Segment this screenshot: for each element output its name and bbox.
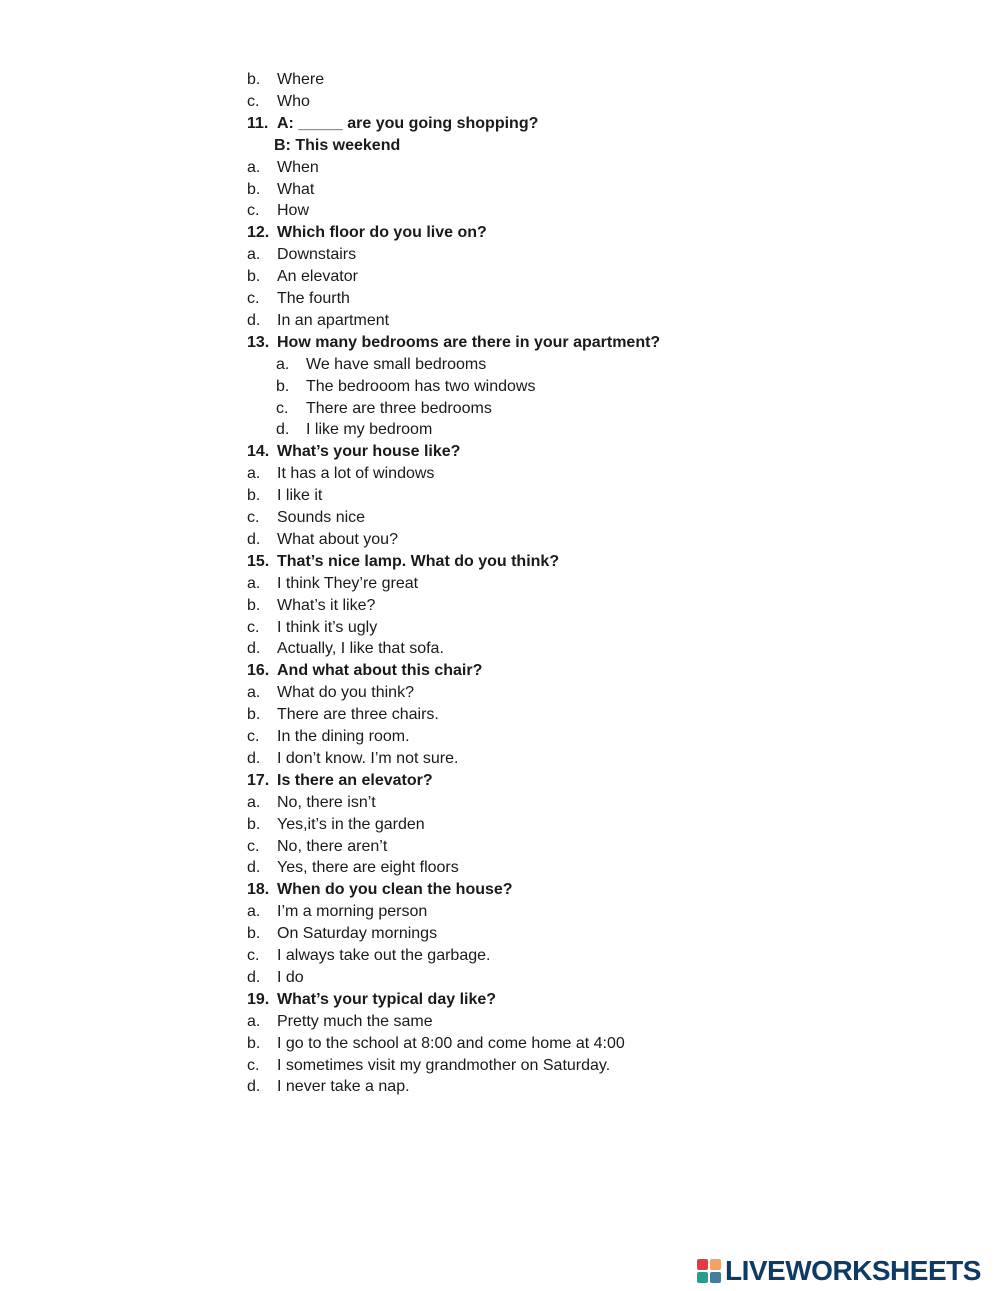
option-letter: a. xyxy=(247,465,261,483)
answer-line xyxy=(274,135,400,157)
option-text: No, there isn’t xyxy=(277,793,376,811)
brand-name: LIVEWORKSHEETS xyxy=(725,1255,981,1286)
answer-option xyxy=(247,463,434,485)
option-letter: b. xyxy=(247,815,261,833)
option-text: Sounds nice xyxy=(277,509,366,526)
answer-option xyxy=(247,1011,433,1033)
question xyxy=(247,770,433,792)
answer-option xyxy=(247,682,414,704)
question-number: 12. xyxy=(247,224,270,242)
option-letter: a. xyxy=(247,246,261,264)
option-letter: b. xyxy=(247,180,261,198)
question-number: 18. xyxy=(247,881,270,899)
answer-option xyxy=(247,638,444,660)
option-letter: d. xyxy=(247,530,261,548)
logo-block xyxy=(710,1272,721,1283)
option-text: I think it’s ugly xyxy=(277,618,378,636)
answer-option xyxy=(247,617,377,639)
option-text: The bedrooom has two windows xyxy=(306,377,536,395)
option-letter: b. xyxy=(247,596,261,614)
option-text: The fourth xyxy=(277,290,350,307)
option-letter: c. xyxy=(247,618,260,636)
liveworksheets-logo xyxy=(697,1255,981,1287)
option-text: B: This weekend xyxy=(274,136,401,154)
question-number: 16. xyxy=(247,662,270,680)
option-letter: d. xyxy=(247,640,261,658)
question-number: 19. xyxy=(247,990,270,1008)
answer-option xyxy=(247,69,324,91)
option-letter: a. xyxy=(247,574,261,592)
option-text: Who xyxy=(277,92,310,110)
answer-option xyxy=(247,485,322,507)
question-text: And what about this chair? xyxy=(277,662,483,680)
question xyxy=(247,660,482,682)
question xyxy=(247,441,460,463)
option-letter: d. xyxy=(247,968,261,986)
option-letter: b. xyxy=(247,268,261,286)
question xyxy=(247,332,660,354)
logo-block xyxy=(697,1259,708,1270)
question-text: What’s your house like? xyxy=(277,443,461,461)
option-text: On Saturday mornings xyxy=(277,925,438,943)
answer-option xyxy=(247,814,425,836)
option-letter: a. xyxy=(247,903,261,921)
option-text: I don’t know. I’m not sure. xyxy=(277,749,459,767)
answer-option xyxy=(247,945,490,967)
answer-option xyxy=(247,157,319,179)
option-letter: a. xyxy=(247,1012,261,1030)
option-letter: c. xyxy=(247,947,260,964)
option-text: There are three bedrooms xyxy=(306,399,492,417)
option-letter: c. xyxy=(247,509,260,526)
option-text: No, there aren’t xyxy=(277,837,388,855)
answer-option xyxy=(247,266,358,288)
option-text: What’s it like? xyxy=(277,596,376,614)
question xyxy=(247,989,496,1011)
answer-option xyxy=(247,1033,625,1055)
option-letter: a. xyxy=(247,793,261,811)
option-text: I like it xyxy=(277,487,323,505)
answer-option xyxy=(247,857,459,879)
answer-option xyxy=(247,310,389,332)
question-number: 14. xyxy=(247,443,270,461)
option-letter: c. xyxy=(276,399,289,417)
question-text: Which floor do you live on? xyxy=(277,224,487,242)
option-letter: c. xyxy=(247,92,260,110)
option-text: I never take a nap. xyxy=(277,1078,410,1096)
question-text: What’s your typical day like? xyxy=(277,990,497,1008)
option-letter: a. xyxy=(276,355,290,373)
option-letter: d. xyxy=(247,1078,261,1096)
question xyxy=(247,113,538,135)
option-text: An elevator xyxy=(277,268,358,286)
logo-block xyxy=(710,1259,721,1270)
option-letter: b. xyxy=(247,706,261,724)
question xyxy=(247,551,559,573)
option-text: How xyxy=(277,202,310,220)
option-text: Where xyxy=(277,71,325,88)
option-text: What do you think? xyxy=(277,684,414,702)
option-text: I always take out the garbage. xyxy=(277,947,491,964)
option-letter: a. xyxy=(247,158,261,176)
option-text: Yes,it’s in the garden xyxy=(277,815,425,833)
answer-option xyxy=(247,288,350,310)
question-number: 13. xyxy=(247,333,270,351)
option-text: I like my bedroom xyxy=(306,421,433,439)
option-letter: a. xyxy=(247,684,261,702)
question-number: 15. xyxy=(247,552,270,570)
option-text: There are three chairs. xyxy=(277,706,439,724)
option-text: Pretty much the same xyxy=(277,1012,433,1030)
option-text: I do xyxy=(277,968,304,986)
option-text: When xyxy=(277,158,319,176)
answer-option xyxy=(247,704,439,726)
answer-option xyxy=(247,967,304,989)
answer-option xyxy=(247,748,458,770)
answer-option xyxy=(247,529,398,551)
answer-option xyxy=(276,376,535,398)
option-letter: c. xyxy=(247,728,260,745)
option-text: What xyxy=(277,180,315,198)
answer-option xyxy=(276,354,486,376)
question-text: When do you clean the house? xyxy=(277,881,513,899)
answer-option xyxy=(247,573,418,595)
option-letter: d. xyxy=(247,749,261,767)
option-letter: c. xyxy=(247,1056,260,1074)
answer-option xyxy=(247,923,437,945)
option-text: Actually, I like that sofa. xyxy=(277,640,444,658)
logo-icon xyxy=(697,1259,721,1283)
option-letter: c. xyxy=(247,837,260,855)
option-text: Downstairs xyxy=(277,246,357,264)
answer-option xyxy=(247,726,410,748)
option-text: In an apartment xyxy=(277,311,390,329)
option-text: I’m a morning person xyxy=(277,903,428,921)
answer-option xyxy=(247,244,356,266)
answer-option xyxy=(276,398,492,420)
option-letter: b. xyxy=(247,71,261,88)
question-text: That’s nice lamp. What do you think? xyxy=(277,552,560,570)
question-number: 17. xyxy=(247,771,270,789)
answer-option xyxy=(247,836,387,858)
answer-option xyxy=(247,595,375,617)
logo-block xyxy=(697,1272,708,1283)
option-letter: b. xyxy=(247,925,261,943)
option-text: It has a lot of windows xyxy=(277,465,435,483)
option-text: What about you? xyxy=(277,530,398,548)
question-text: Is there an elevator? xyxy=(277,771,433,789)
answer-option xyxy=(247,179,314,201)
answer-option xyxy=(247,792,376,814)
option-letter: c. xyxy=(247,290,260,307)
option-text: I sometimes visit my grandmother on Saturday. xyxy=(277,1056,611,1074)
option-text: I go to the school at 8:00 and come home at 4:00 xyxy=(277,1034,625,1052)
option-letter: b. xyxy=(247,487,261,505)
answer-option xyxy=(276,419,432,441)
option-text: I think They’re great xyxy=(277,574,419,592)
question-text: A: _____ are you going shopping? xyxy=(277,114,539,132)
answer-option xyxy=(247,1055,610,1077)
option-text: We have small bedrooms xyxy=(306,355,487,373)
answer-option xyxy=(247,507,365,529)
option-letter: d. xyxy=(247,311,261,329)
answer-option xyxy=(247,91,310,113)
answer-option xyxy=(247,901,427,923)
answer-option xyxy=(247,200,309,222)
question xyxy=(247,879,513,901)
option-text: Yes, there are eight floors xyxy=(277,859,459,877)
option-letter: b. xyxy=(276,377,290,395)
option-letter: b. xyxy=(247,1034,261,1052)
option-text: In the dining room. xyxy=(277,728,410,745)
option-letter: d. xyxy=(247,859,261,877)
answer-option xyxy=(247,1076,410,1098)
option-letter: d. xyxy=(276,421,290,439)
question-number: 11. xyxy=(247,114,269,132)
option-letter: c. xyxy=(247,202,260,220)
question xyxy=(247,222,487,244)
question-text: How many bedrooms are there in your apartment? xyxy=(277,333,661,351)
